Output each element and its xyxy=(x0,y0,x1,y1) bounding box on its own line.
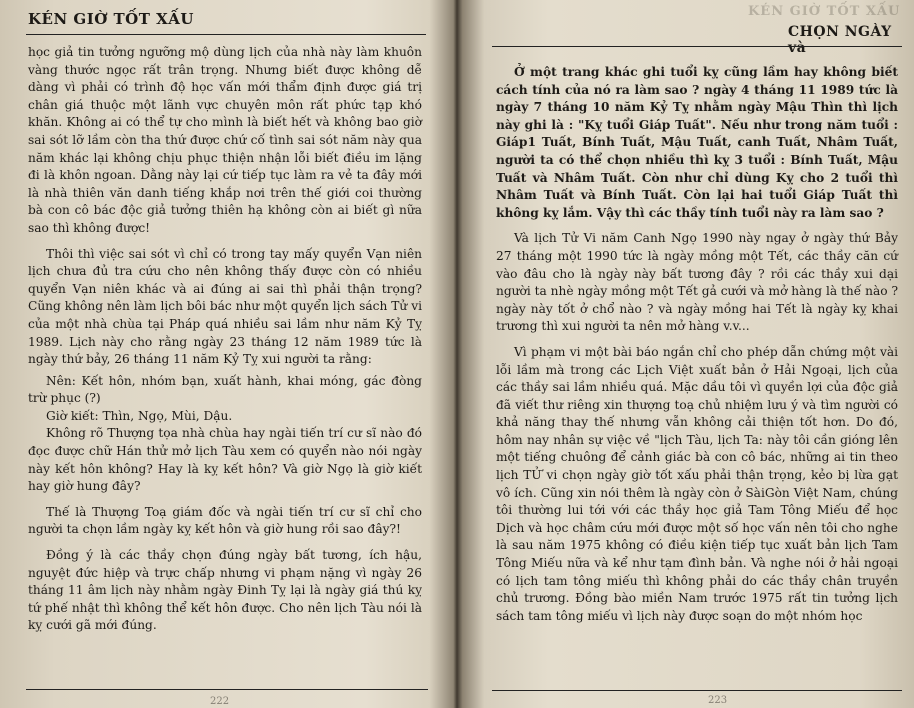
right-page xyxy=(458,0,914,708)
left-paragraph-4: Giờ kiết: Thìn, Ngọ, Mùi, Dậu. xyxy=(46,408,233,423)
left-paragraph-2: Thôi thì việc sai sót vì chỉ có trong tay mấy quyển Vạn niên lịch chưa đủ tra cứu cho nên không thấy được còn có nhiều quyển Vạn niên khác và ai đúng ai sai thì phải thận trọng? Cũng không nên làm lịch bôi bác như một quyển lịch sách Tử vi của một nhà chùa tại Pháp quá nhiều sai lầm như năm Kỷ Tỵ 1989. Lịch này cho rằng ngày 23 tháng 12 năm 1989 tức là ngày thứ bảy, 26 tháng 11 năm Kỷ Tỵ xui người ta rằng: xyxy=(28,246,422,367)
right-paragraph-3: Vì phạm vi một bài báo ngắn chỉ cho phép dẫn chứng một vài lỗi lầm mà trong các Lịch Việt xuất bản ở Hải Ngoại, lịch của các thầy sai lầm nhiều quá. Mặc dầu tôi vì quyền lợi của độc giả đã viết thư riêng xin thượng toạ chủ nhiệm lưu ý và tìm người có khả năng thay thế nhưng vẫn không cải thiện tốt hơn. Do đó, hôm nay nhân sự việc về "lịch Tàu, lịch Ta: này tôi cần gióng lên một tiếng chuông để cảnh giác bà con cô bác, những ai tin theo lịch TỬ vi chọn ngày giờ tốt xấu phải thận trọng, kẻo bị lừa gạt vô ích. Cũng xin nói thêm là ngày còn ở SàiGòn Việt Nam, chúng tôi thường lui tới với các thầy học giả Tam Tông Miếu để học Dịch và học châm cứu mới được một số học vấn nên tôi cho nghe là sau năm 1975 không có điều kiện tiếp tục xuất bản lịch Tam Tông Miếu nữa và kể như tạm đình bản. Và nghe nói ở hải ngoại có lịch tam tông miếu thì không phải do các thầy chân truyền chủ trương. Đồng bào miền Nam trước 1975 rất tin tưởng lịch sách tam tông miếu vì lịch này được soạn do một nhóm học xyxy=(496,344,898,623)
left-header-rule xyxy=(26,34,426,35)
left-page xyxy=(0,0,456,708)
right-paragraph-1: Ở một trang khác ghi tuổi kỵ cũng lầm hay không biết cách tính của nó ra làm sao ? ngày 4 tháng 11 1989 tức là ngày 7 tháng 10 năm Kỷ Tỵ nhằm ngày Mậu Thìn thì lịch này ghi là : "Kỵ tuổi Giáp Tuất". Nếu như trong năm tuổi : Giáp1 Tuất, Bính Tuất, Mậu Tuất, canh Tuất, Nhâm Tuất, người ta có thể chọn nhiều thì kỵ 3 tuổi : Bính Tuất, Mậu Tuất và Nhâm Tuất. Còn như chỉ dùng Kỵ cho 2 tuổi thì Nhâm Tuất và Bính Tuất. Còn lại hai tuổi Giáp Tuất thì không kỵ lắm. Vậy thì các thầy tính tuổi này ra làm sao ? xyxy=(496,65,898,220)
left-footer-rule xyxy=(26,689,428,690)
left-paragraph-7: Đồng ý là các thầy chọn đúng ngày bất tương, ích hậu, nguyệt đức hiệp và trực chấp nhưng vi phạm nặng vì ngày 26 tháng 11 âm lịch này nhằm ngày Đinh Tỵ lại là ngày giá thú kỵ tứ phế nhật thì không thể kết hôn được. Cho nên lịch Tàu nói là kỵ cưới gã mới đúng. xyxy=(28,548,422,633)
right-paragraph-2: Và lịch Tử Vi năm Canh Ngọ 1990 này ngay ở ngày thứ Bảy 27 tháng một 1990 tức là ngày mồng một Tết, các thầy căn cứ vào đâu cho là ngày này bất tương đây ? rồi các thầy xui dại người ta nhè ngày mồng một Tết gả cưới và mở hàng là thế nào ? ngày này tốt ở chổ nào ? và ngày mồng hai Tết là ngày kỵ khai trương thì xui người ta nên mở hàng v.v... xyxy=(496,231,898,334)
left-paragraph-1: học giả tin tưởng ngưỡng mộ dùng lịch của nhà này làm khuôn vàng thước ngọc rất trân trọng. Nhưng biết được không dễ dàng vì phải có trình độ học vấn mới thẩm định được giá trị chân giá thuộc một lãnh vực chuyên môn rất phức tạp khó khăn. Không ai có thể tự cho mình là biết hết và không bao giờ sai sót lỡ lầm còn tha thứ được chứ cố tình sai sót năm này qua năm khác lại không chịu phục thiện nhận lỗi biết điều im lặng đi là khôn ngoan. Dằng này lại cứ tiếp tục làm ra vẻ ta đây mới là nhà thiên văn danh tiếng khắp nơi trên thế giới coi thường bà con cô bác độc giả tưởng thiên hạ không còn ai biết gì nữa sao thì không được! xyxy=(28,45,422,235)
right-page-number: 223 xyxy=(708,695,728,706)
left-paragraph-5: Không rõ Thượng tọa nhà chùa hay ngài tiến trí cư sĩ nào đó đọc được chữ Hán thử mở lịch Tàu xem có quyển nào nói ngày này kết hôn không? Hay là kỵ kết hôn? Và giờ Ngọ là giờ kiết hay giờ hung đây? xyxy=(28,426,422,494)
right-header-rule xyxy=(492,46,902,47)
left-page-number: 222 xyxy=(210,696,230,707)
right-body-text xyxy=(496,64,898,629)
left-paragraph-3: Nên: Kết hôn, nhóm bạn, xuất hành, khai móng, gác đòng trừ phục (?) xyxy=(28,373,422,406)
right-running-header: CHỌN NGÀY và xyxy=(788,24,892,56)
left-paragraph-6: Thế là Thượng Toạ giám đốc và ngài tiến trí cư sĩ chỉ cho người ta chọn lầm ngày kỵ kết hôn và giờ hung rồi sao đây?! xyxy=(28,504,422,537)
left-running-header: KÉN GIỜ TỐT XẤU xyxy=(28,10,194,28)
left-body-text xyxy=(28,44,422,639)
right-bleedthrough-header: KÉN GIỜ TỐT XẤU xyxy=(748,4,901,19)
right-footer-rule xyxy=(492,690,902,691)
